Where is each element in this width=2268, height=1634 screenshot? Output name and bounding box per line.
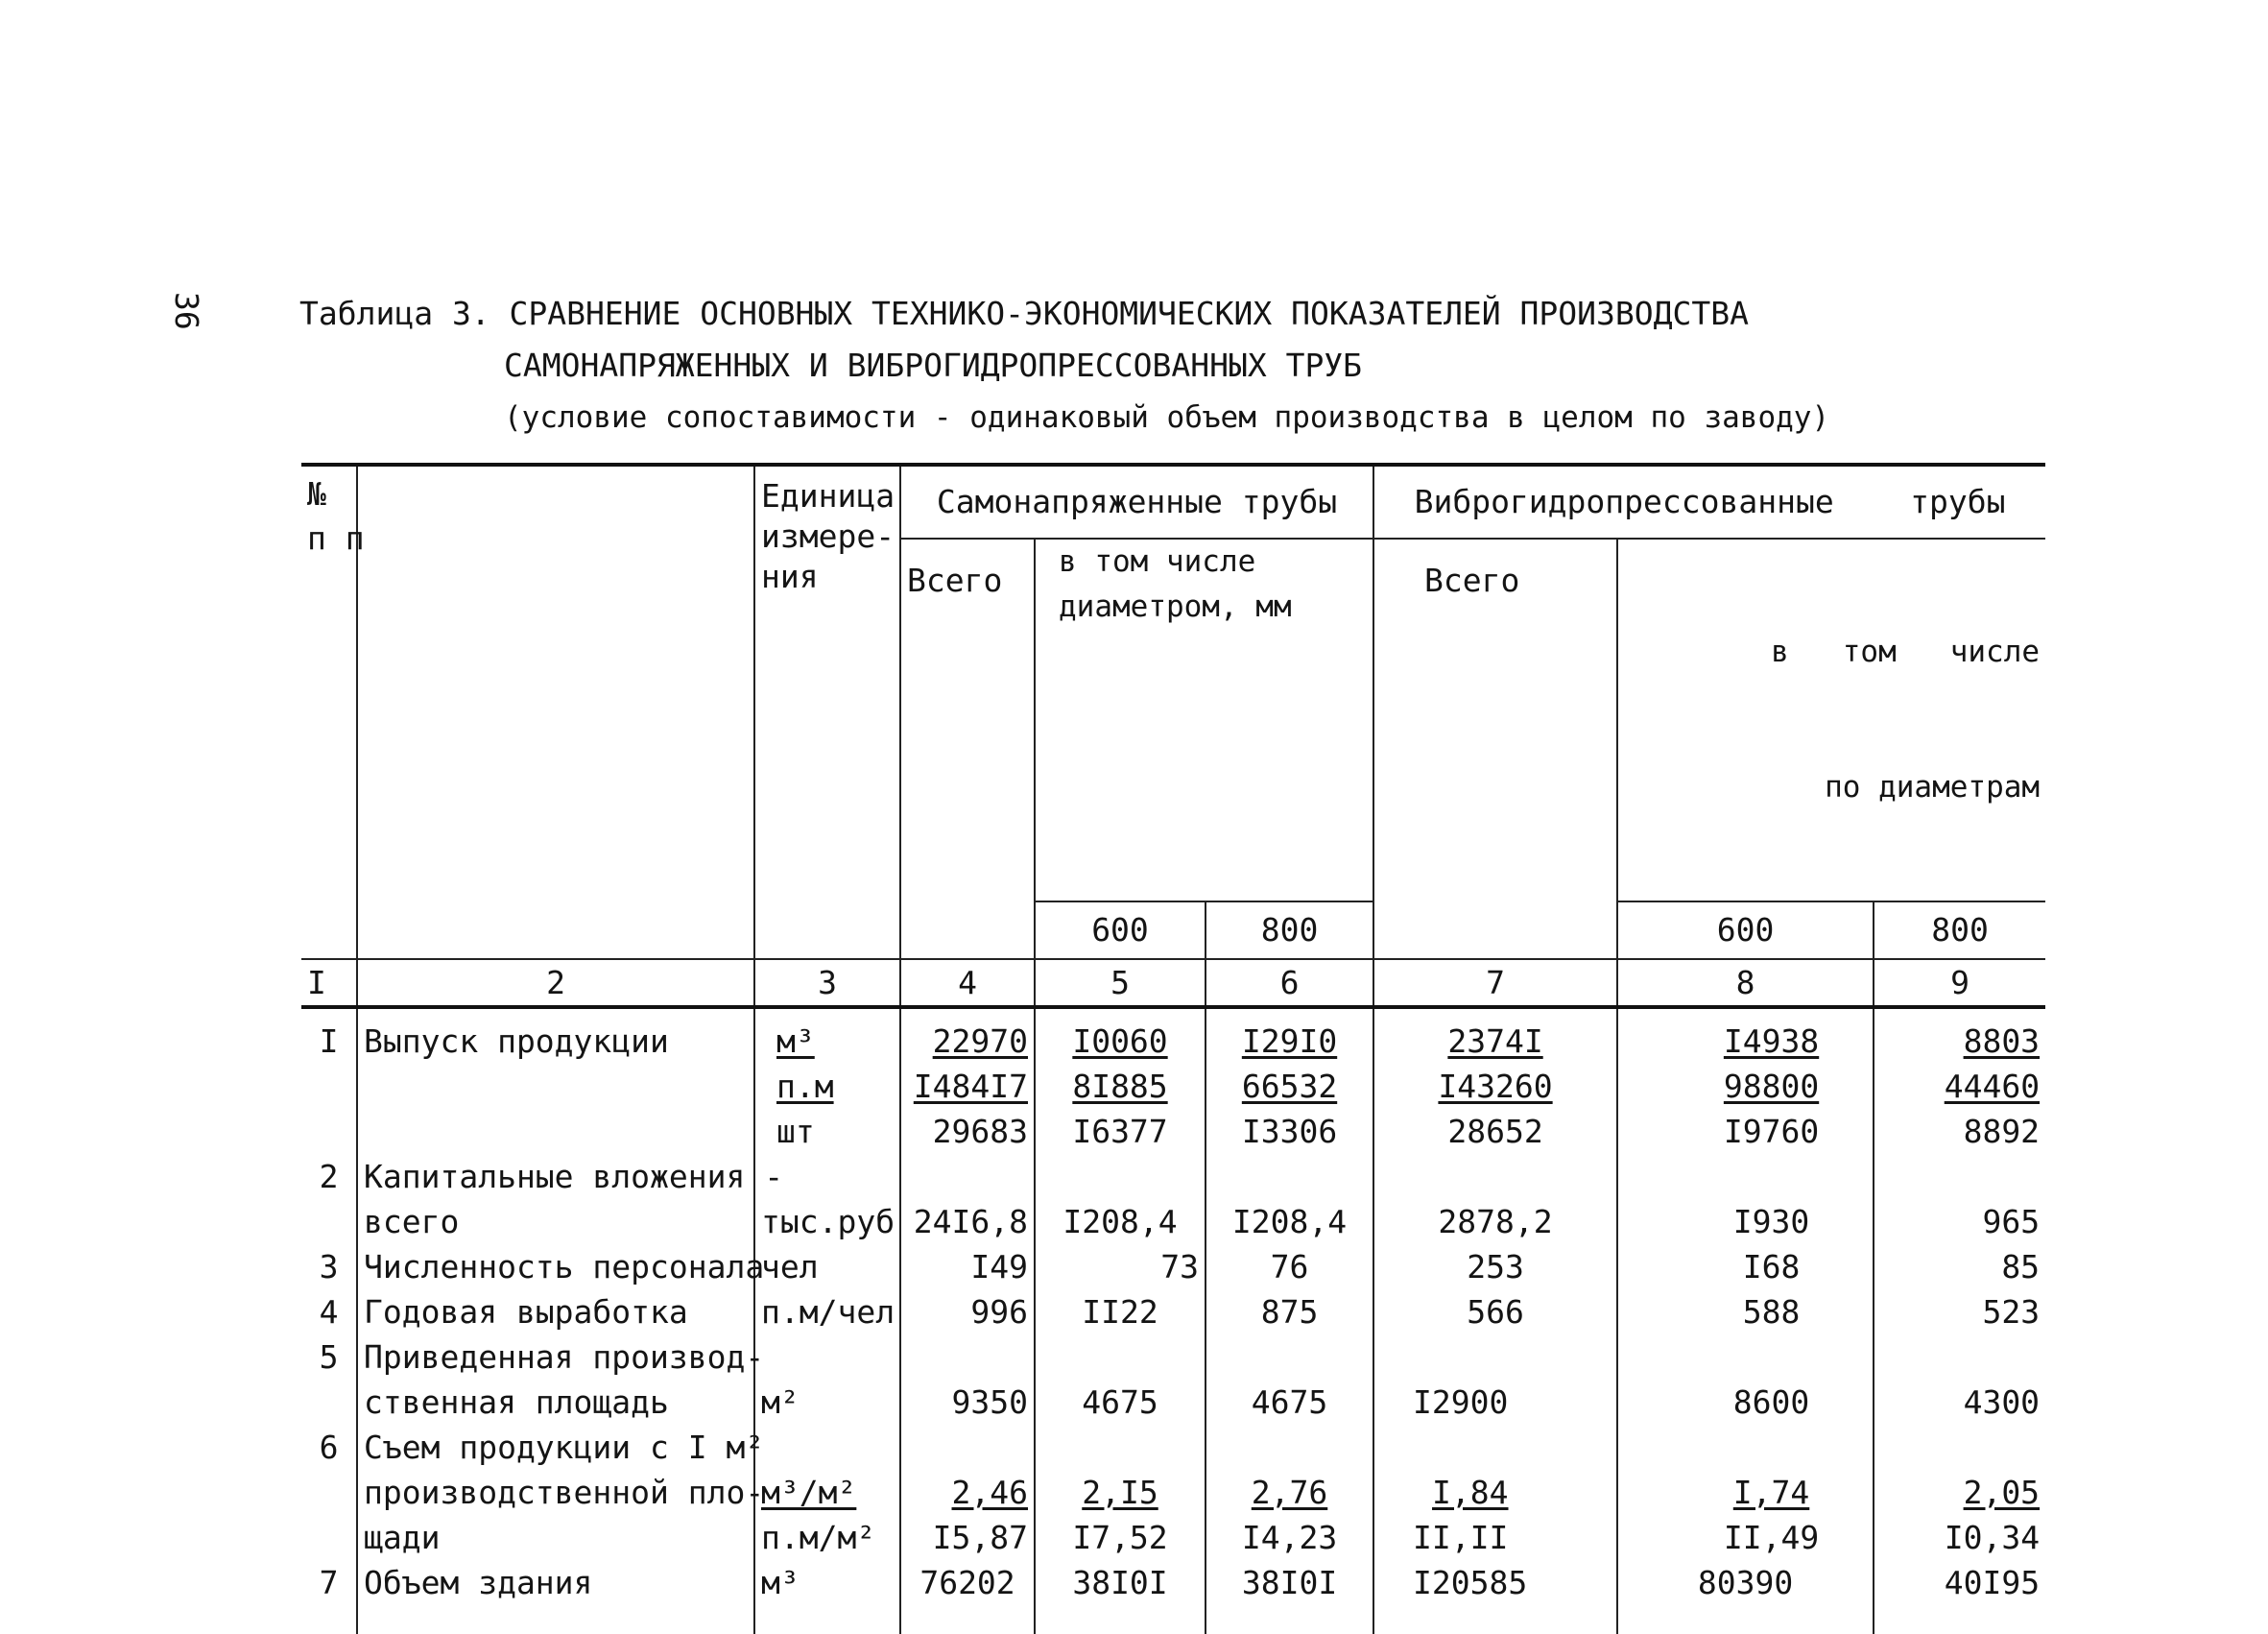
col-num-3: 3 [754,959,900,1007]
table-row [301,1244,2045,1289]
row-unit: м³ [754,1560,900,1605]
cell: I930 [1617,1199,1874,1244]
cell: 588 [1617,1289,1874,1334]
header-incl-diam-1 [1035,539,1373,901]
cell: 4675 [1035,1380,1206,1425]
row-number: 5 [319,1338,339,1376]
cell: 38I0I [1206,1560,1373,1605]
cell: 76 [1206,1244,1373,1289]
header-incl-diam-1a: в том числе [1059,544,1256,579]
page-number: 36 [168,292,205,330]
cell: 66532 [1206,1064,1373,1109]
column-number-row [301,959,2045,1007]
row-number: 6 [319,1429,339,1466]
col-num-9: 9 [1874,959,2045,1007]
table-row [301,1289,2045,1334]
cell: 44460 [1874,1064,2045,1109]
row-unit: шт [754,1109,900,1154]
cell: I49 [900,1244,1035,1289]
header-incl-diam-1b: диаметром, мм [1059,589,1292,624]
row-name: производственной пло- [357,1470,754,1515]
row-number: I [319,1022,339,1060]
row-number: 4 [319,1293,339,1331]
cell: I43260 [1373,1064,1617,1109]
cell: 8803 [1874,1007,2045,1064]
cell: I208,4 [1035,1199,1206,1244]
row-number: 2 [319,1158,339,1195]
cell: I9760 [1617,1109,1874,1154]
row-name: Приведенная производ- [357,1334,754,1380]
header-d600-2: 600 [1617,901,1874,959]
row-number: 7 [319,1564,339,1601]
header-row-1 [301,465,2045,539]
cell: I,74 [1617,1470,1874,1515]
cell: 9350 [900,1380,1035,1425]
table-row [301,1334,2045,1380]
row-name: Выпуск продукции [357,1007,754,1064]
cell: 2,I5 [1035,1470,1206,1515]
row-unit: п.м [754,1064,900,1109]
cell: I68 [1617,1244,1874,1289]
header-indicator [357,465,754,959]
cell: 40I95 [1874,1560,2045,1605]
table-row [301,1515,2045,1560]
table-row [301,1425,2045,1470]
cell: II,II [1373,1515,1617,1560]
cell: 8892 [1874,1109,2045,1154]
cell: 28652 [1373,1109,1617,1154]
row-name: Съем продукции с I м² [357,1425,754,1470]
col-num-7: 7 [1373,959,1617,1007]
col-num-1: I [301,959,357,1007]
row-unit: м³ [754,1007,900,1064]
col-num-4: 4 [900,959,1035,1007]
title-line-2: САМОНАПРЯЖЕННЫХ И ВИБРОГИДРОПРЕССОВАННЫХ ТРУБ [504,347,1363,384]
header-incl-diam-2 [1617,539,2045,901]
header-d600-1: 600 [1035,901,1206,959]
header-unit [754,465,900,959]
header-unit-line-1: Единица [761,477,895,515]
row-name: ственная площадь [357,1380,754,1425]
cell: 996 [900,1289,1035,1334]
cell: 76202 [900,1560,1035,1605]
table-tail [301,1605,2045,1634]
cell: 875 [1206,1289,1373,1334]
cell: 8600 [1617,1380,1874,1425]
table-row [301,1007,2045,1064]
table-row [301,1199,2045,1244]
cell: 8I885 [1035,1064,1206,1109]
cell: 4675 [1206,1380,1373,1425]
cell: 80390 [1617,1560,1874,1605]
row-unit: м³/м² [754,1470,900,1515]
header-vibro: Виброгидропрессованные трубы [1373,465,2045,539]
cell: 523 [1874,1289,2045,1334]
header-self-stressed: Самонапряженные трубы [900,465,1373,539]
cell: I3306 [1206,1109,1373,1154]
col-num-8: 8 [1617,959,1874,1007]
cell: 73 [1035,1244,1206,1289]
cell: II,49 [1617,1515,1874,1560]
cell: 85 [1874,1244,2045,1289]
header-number-line-2: п п [307,519,365,557]
header-total-1: Всего [900,539,1035,959]
row-name: Численность персонала [357,1244,754,1289]
col-num-5: 5 [1035,959,1206,1007]
cell: I484I7 [900,1064,1035,1109]
cell: I2900 [1373,1380,1617,1425]
row-unit: м² [754,1380,900,1425]
header-unit-line-2: измере- [761,517,895,555]
cell: 253 [1373,1244,1617,1289]
cell: I,84 [1373,1470,1617,1515]
cell: I7,52 [1035,1515,1206,1560]
cell: 2878,2 [1373,1199,1617,1244]
cell: 965 [1874,1199,2045,1244]
cell: 2,76 [1206,1470,1373,1515]
table-row [301,1109,2045,1154]
header-number-line-1: № [307,475,326,513]
row-unit: п.м/м² [754,1515,900,1560]
table-title [299,288,1829,444]
cell: 2,05 [1874,1470,2045,1515]
row-name: всего [357,1199,754,1244]
row-name: Годовая выработка [357,1289,754,1334]
row-number: 3 [319,1248,339,1286]
row-unit: п.м/чел [754,1289,900,1334]
cell: I208,4 [1206,1199,1373,1244]
header-d800-2: 800 [1874,901,2045,959]
header-total-2: Всего [1373,539,1617,959]
header-unit-line-3: ния [761,558,819,595]
header-number [301,465,365,959]
cell: I5,87 [900,1515,1035,1560]
cell: 4300 [1874,1380,2045,1425]
cell: I20585 [1373,1560,1617,1605]
cell: 38I0I [1035,1560,1206,1605]
cell: 29683 [900,1109,1035,1154]
cell: I0060 [1035,1007,1206,1064]
table-row [301,1154,2045,1199]
row-name: Капитальные вложения - [357,1154,754,1199]
table-row [301,1560,2045,1605]
header-d800-1: 800 [1206,901,1373,959]
cell: 566 [1373,1289,1617,1334]
title-line-1: Таблица 3. СРАВНЕНИЕ ОСНОВНЫХ ТЕХНИКО-ЭКОНОМИЧЕСКИХ ПОКАЗАТЕЛЕЙ ПРОИЗВОДСТВА [299,295,1749,332]
col-num-6: 6 [1206,959,1373,1007]
cell: 2374I [1373,1007,1617,1064]
row-unit: тыс.руб [754,1199,900,1244]
table-row [301,1470,2045,1515]
cell: I4938 [1617,1007,1874,1064]
cell: 24I6,8 [900,1199,1035,1244]
header-incl-diam-2b: по диаметрам [1825,770,2041,805]
cell: I6377 [1035,1109,1206,1154]
cell: I29I0 [1206,1007,1373,1064]
cell: 22970 [900,1007,1035,1064]
cell: 98800 [1617,1064,1874,1109]
header-incl-diam-2a: в том числе [1771,635,2041,669]
table-row [301,1064,2045,1109]
comparison-table [301,463,2045,1634]
row-name: Объем здания [357,1560,754,1605]
row-name: щади [357,1515,754,1560]
row-unit: чел [754,1244,900,1289]
cell: I4,23 [1206,1515,1373,1560]
table-row [301,1380,2045,1425]
cell: 2,46 [900,1470,1035,1515]
title-line-3: (условие сопоставимости - одинаковый объем производства в целом по заводу) [504,400,1830,435]
col-num-2: 2 [357,959,754,1007]
cell: I0,34 [1874,1515,2045,1560]
cell: II22 [1035,1289,1206,1334]
